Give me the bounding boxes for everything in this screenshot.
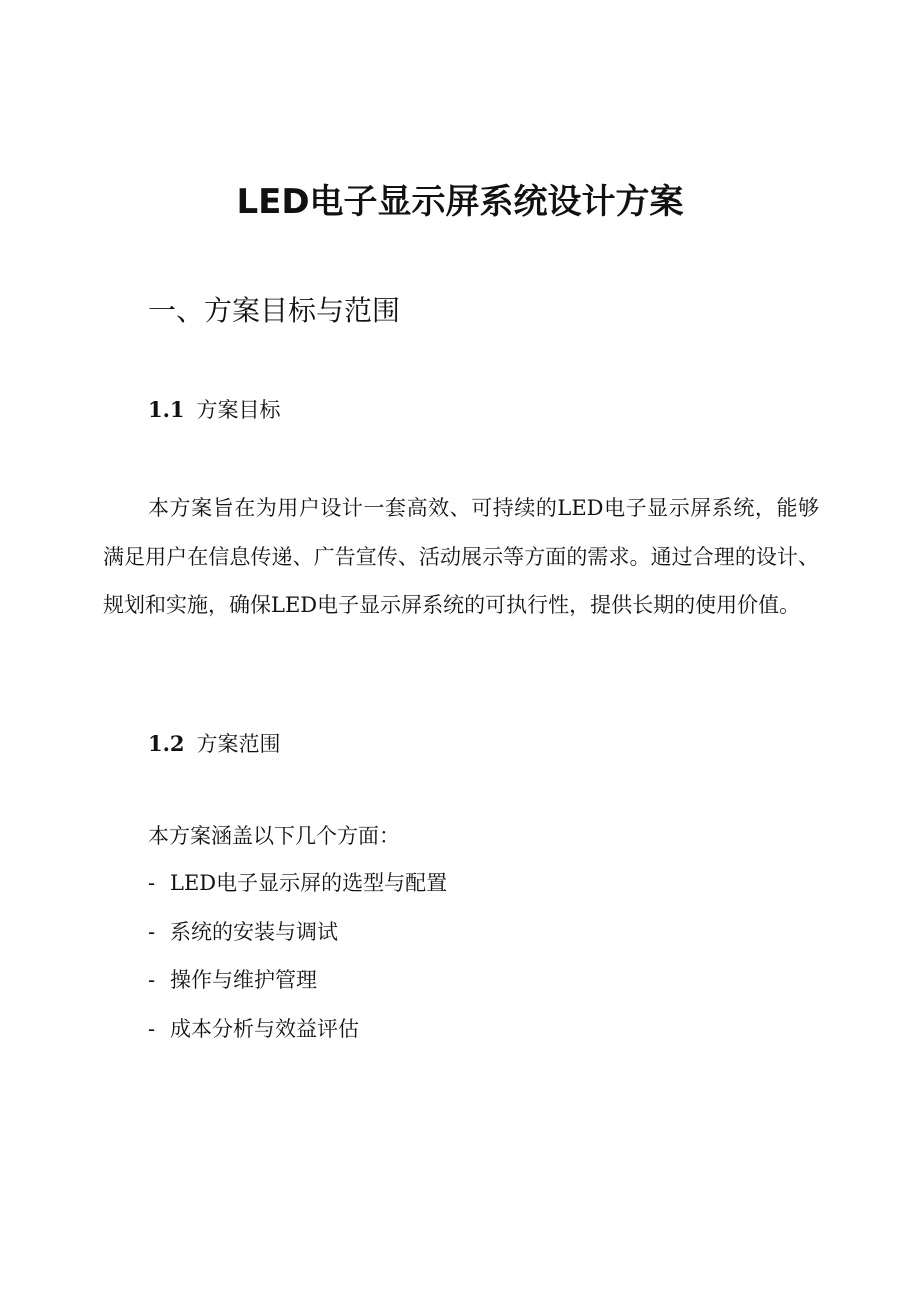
list-item xyxy=(148,866,447,915)
subsection-number: 1.1 xyxy=(148,397,185,422)
list-bullet: - xyxy=(148,871,156,895)
list-bullet: - xyxy=(148,968,156,992)
subsection-label: 方案范围 xyxy=(196,732,281,756)
subsection-label: 方案目标 xyxy=(196,398,281,422)
list-item-text: 成本分析与效益评估 xyxy=(170,1016,359,1041)
subsection-number: 1.2 xyxy=(148,731,185,756)
list-item xyxy=(148,915,447,964)
goal-paragraph: 本方案旨在为用户设计一套高效、可持续的LED电子显示屏系统，能够满足用户在信息传递、广告宣传、活动展示等方面的需求。通过合理的设计、规划和实施，确保LED电子显示屏系统的可执行性，提供长期的使用价值。 xyxy=(103,496,819,617)
list-bullet: - xyxy=(148,919,156,944)
list-item-text: 操作与维护管理 xyxy=(170,968,317,992)
list-item xyxy=(148,963,447,1012)
list-item xyxy=(148,1012,447,1061)
list-item-text: LED电子显示屏的选型与配置 xyxy=(170,871,448,895)
scope-list xyxy=(148,866,447,1060)
scope-intro: 本方案涵盖以下几个方面： xyxy=(148,824,400,848)
section-heading: 一、方案目标与范围 xyxy=(148,294,401,327)
document-title: LED电子显示屏系统设计方案 xyxy=(236,182,684,222)
subsection-heading-scope xyxy=(148,728,281,760)
list-bullet: - xyxy=(148,1016,156,1041)
subsection-heading-goal xyxy=(148,394,281,426)
list-item-text: 系统的安装与调试 xyxy=(170,919,338,944)
